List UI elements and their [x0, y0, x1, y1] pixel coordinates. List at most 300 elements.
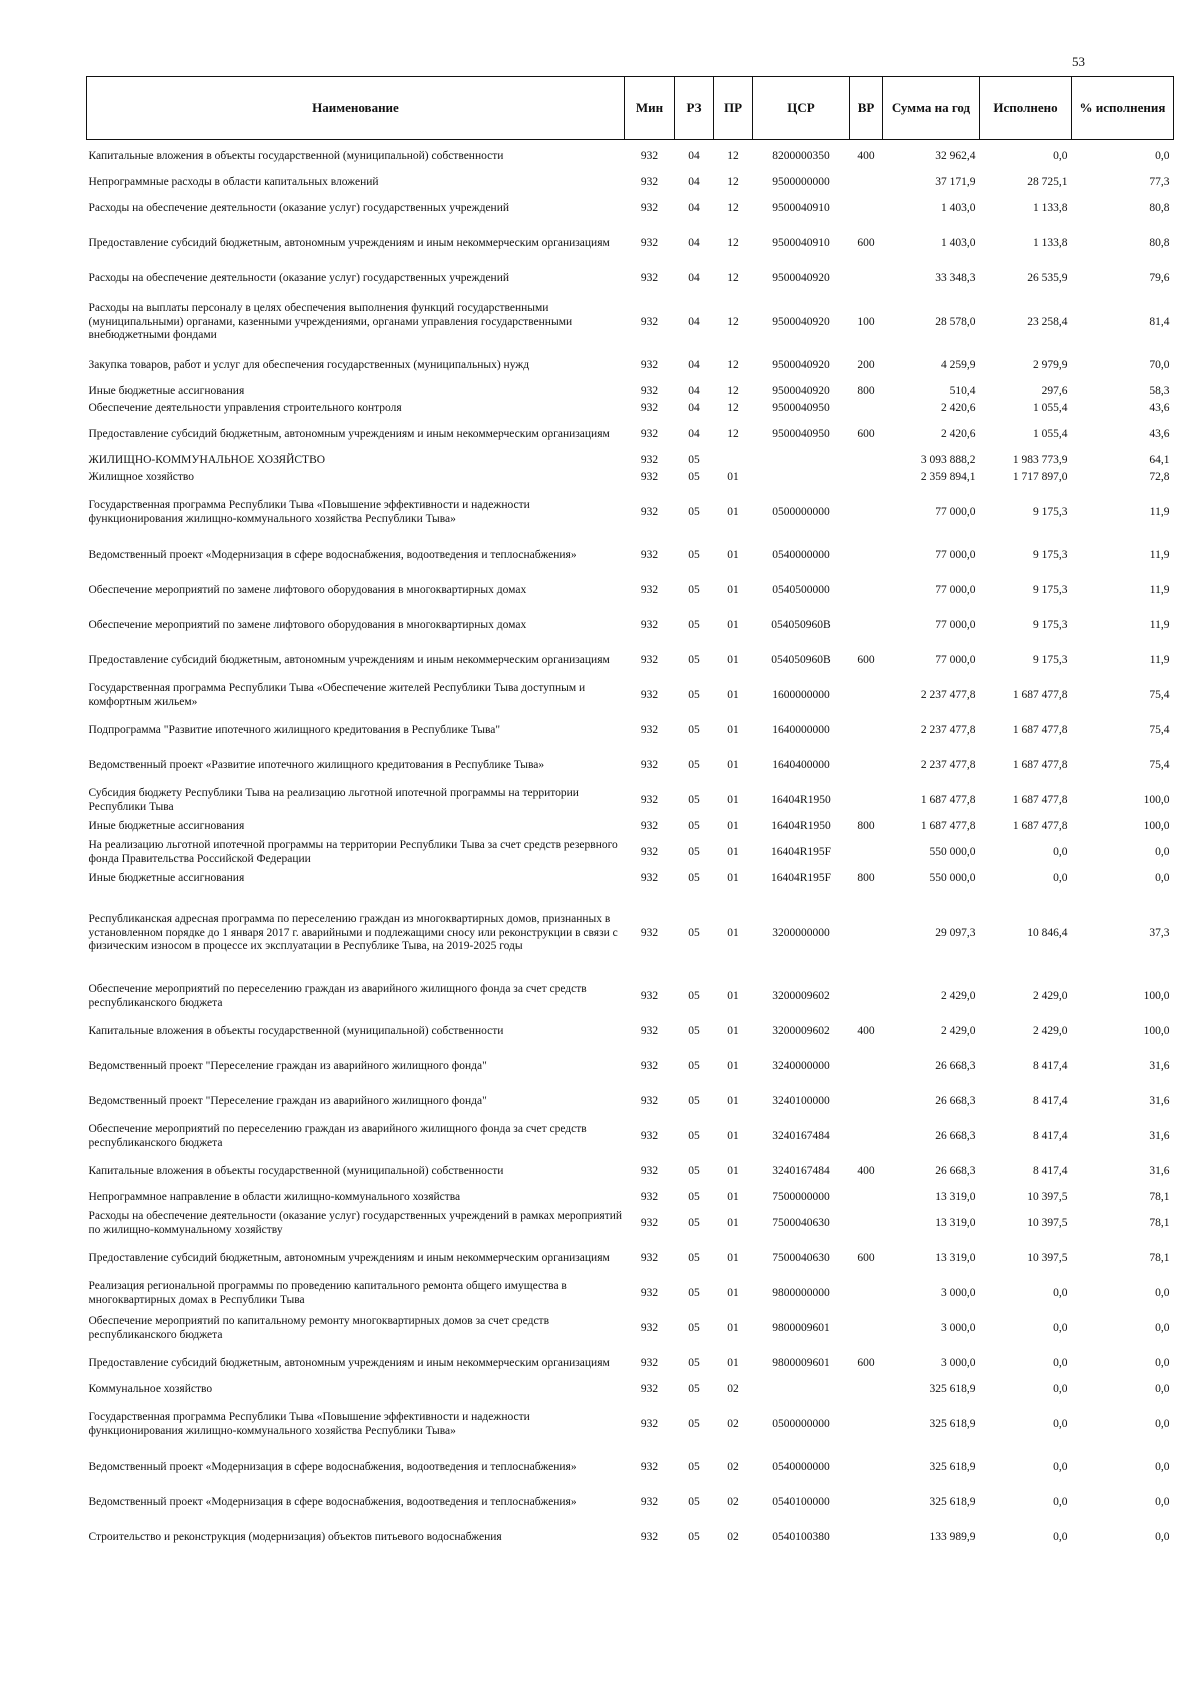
row-rz-cell: 05 [688, 1165, 700, 1178]
row-done-cell: 23 258,4 [1027, 315, 1068, 328]
table-row [87, 1015, 1174, 1050]
row-pct-cell: 11,9 [1149, 505, 1170, 518]
row-vr-cell [850, 1312, 883, 1347]
row-sum-cell: 26 668,3 [935, 1095, 976, 1108]
row-vr-cell [850, 262, 883, 297]
row-pct-cell: 100,0 [1143, 794, 1170, 807]
row-pct-cell: 0,0 [1155, 1287, 1170, 1300]
row-pct-cell: 11,9 [1149, 619, 1170, 632]
row-sum-cell: 26 668,3 [935, 1060, 976, 1073]
row-done-cell: 10 846,4 [1027, 926, 1068, 939]
row-name-cell: Расходы на выплаты персоналу в целях обеспечения выполнения функций государственными (муниципальными) органами, казенными учреждениями, органами управления государственными внебюджетными фондами [88, 301, 573, 342]
row-sum-cell: 77 000,0 [935, 584, 976, 597]
row-csr-cell [753, 453, 850, 470]
row-pct-cell: 0,0 [1155, 872, 1170, 885]
row-rz-cell: 05 [688, 1383, 700, 1396]
row-sum-cell: 4 259,9 [941, 359, 976, 372]
row-done-cell: 8 417,4 [1033, 1060, 1068, 1073]
row-pct-cell: 58,3 [1149, 385, 1170, 398]
table-row [87, 609, 1174, 644]
row-sum-cell: 325 618,9 [929, 1417, 976, 1430]
row-vr-cell [850, 1190, 883, 1207]
row-vr-cell [850, 470, 883, 487]
row-done-cell: 0,0 [1053, 1531, 1068, 1544]
row-rz-cell: 05 [688, 1130, 700, 1143]
row-done-cell: 0,0 [1053, 1357, 1068, 1370]
table-row [87, 1242, 1174, 1277]
row-rz-cell: 04 [688, 402, 700, 415]
row-rz-cell: 05 [688, 1531, 700, 1544]
row-name-cell: Жилищное хозяйство [88, 471, 195, 484]
row-vr-cell [850, 609, 883, 644]
row-csr-cell: 16404R1950 [771, 794, 831, 807]
row-pct-cell: 37,3 [1149, 926, 1170, 939]
row-sum-cell: 2 429,0 [941, 1025, 976, 1038]
row-pr-cell: 12 [727, 237, 739, 250]
table-row [87, 175, 1174, 192]
row-pr-cell: 01 [727, 820, 739, 833]
row-pr-cell: 01 [727, 1130, 739, 1143]
row-vr-cell [850, 192, 883, 227]
row-done-cell: 0,0 [1053, 872, 1068, 885]
row-pr-cell: 01 [727, 689, 739, 702]
column-header: ВР [850, 77, 883, 140]
row-sum-cell: 3 000,0 [941, 1322, 976, 1335]
row-pct-cell: 100,0 [1143, 990, 1170, 1003]
row-vr-cell [850, 1521, 883, 1556]
row-csr-cell: 9500000000 [772, 176, 830, 189]
row-rz-cell: 05 [688, 724, 700, 737]
row-min-cell: 932 [640, 315, 659, 328]
row-rz-cell: 04 [688, 202, 700, 215]
row-min-cell: 932 [640, 454, 659, 467]
row-min-cell: 932 [640, 1025, 659, 1038]
row-vr-cell [850, 784, 883, 819]
row-csr-cell: 9800009601 [772, 1357, 830, 1370]
row-min-cell: 932 [640, 1383, 659, 1396]
row-pr-cell: 01 [727, 1060, 739, 1073]
row-vr-cell [850, 574, 883, 609]
row-sum-cell: 133 989,9 [929, 1531, 976, 1544]
row-pct-cell: 81,4 [1149, 315, 1170, 328]
row-sum-cell: 1 687 477,8 [920, 794, 976, 807]
row-rz-cell: 04 [688, 272, 700, 285]
row-min-cell: 932 [640, 549, 659, 562]
row-vr-cell [850, 1382, 883, 1399]
table-row [87, 401, 1174, 418]
row-name-cell: Непрограммные расходы в области капитальных вложений [88, 176, 379, 189]
row-pr-cell: 12 [727, 202, 739, 215]
row-min-cell: 932 [640, 402, 659, 415]
row-vr-cell [850, 679, 883, 714]
row-vr-cell: 200 [857, 359, 875, 372]
row-pr-cell: 01 [727, 794, 739, 807]
row-pr-cell: 01 [727, 1217, 739, 1230]
table-row [87, 1521, 1174, 1556]
row-csr-cell: 8200000350 [772, 150, 830, 163]
table-row [87, 749, 1174, 784]
row-min-cell: 932 [640, 1461, 659, 1474]
row-pr-cell: 01 [727, 1025, 739, 1038]
row-min-cell: 932 [640, 689, 659, 702]
row-done-cell: 8 417,4 [1033, 1130, 1068, 1143]
row-done-cell: 0,0 [1053, 846, 1068, 859]
row-pr-cell: 02 [727, 1461, 739, 1474]
row-min-cell: 932 [640, 1287, 659, 1300]
row-pct-cell: 100,0 [1143, 1025, 1170, 1038]
row-name-cell: Строительство и реконструкция (модернизация) объектов питьевого водоснабжения [88, 1531, 502, 1544]
row-pct-cell: 79,6 [1149, 272, 1170, 285]
row-done-cell: 1 133,8 [1033, 237, 1068, 250]
row-csr-cell: 3240100000 [772, 1095, 830, 1108]
row-csr-cell: 3200009602 [772, 1025, 830, 1038]
row-name-cell: Закупка товаров, работ и услуг для обеспечения государственных (муниципальных) нужд [88, 359, 530, 372]
row-min-cell: 932 [640, 1191, 659, 1204]
row-done-cell: 9 175,3 [1033, 619, 1068, 632]
row-vr-cell [850, 888, 883, 980]
row-rz-cell: 04 [688, 428, 700, 441]
row-pct-cell: 100,0 [1143, 820, 1170, 833]
row-pr-cell [714, 453, 753, 470]
row-min-cell: 932 [640, 385, 659, 398]
row-vr-cell [850, 539, 883, 574]
table-row [87, 539, 1174, 574]
row-name-cell: Предоставление субсидий бюджетным, автономным учреждениям и иным некоммерческим организациям [88, 428, 610, 441]
row-min-cell: 932 [640, 1130, 659, 1143]
row-csr-cell: 0500000000 [772, 505, 830, 518]
row-name-cell: Расходы на обеспечение деятельности (оказание услуг) государственных учреждений [88, 202, 510, 215]
row-vr-cell: 800 [857, 820, 875, 833]
row-min-cell: 932 [640, 1357, 659, 1370]
row-name-cell: Ведомственный проект «Модернизация в сфере водоснабжения, водоотведения и теплоснабжения» [88, 549, 577, 562]
row-min-cell: 932 [640, 990, 659, 1003]
row-vr-cell: 600 [857, 1357, 875, 1370]
row-pr-cell: 12 [727, 315, 739, 328]
row-rz-cell: 04 [688, 150, 700, 163]
row-done-cell: 8 417,4 [1033, 1095, 1068, 1108]
row-done-cell: 0,0 [1053, 150, 1068, 163]
row-done-cell: 9 175,3 [1033, 654, 1068, 667]
row-done-cell: 1 687 477,8 [1012, 820, 1068, 833]
row-name-cell: Иные бюджетные ассигнования [88, 872, 245, 885]
column-header: ЦСР [753, 77, 850, 140]
row-min-cell: 932 [640, 237, 659, 250]
row-name-cell: Ведомственный проект "Переселение граждан из аварийного жилищного фонда" [88, 1060, 487, 1073]
row-rz-cell: 05 [688, 1417, 700, 1430]
table-row [87, 1399, 1174, 1451]
row-min-cell: 932 [640, 176, 659, 189]
row-pct-cell: 70,0 [1149, 359, 1170, 372]
table-row [87, 574, 1174, 609]
table-row [87, 888, 1174, 980]
row-pr-cell: 02 [727, 1383, 739, 1396]
row-pct-cell: 80,8 [1149, 237, 1170, 250]
row-rz-cell: 05 [688, 471, 700, 484]
row-pct-cell: 0,0 [1155, 150, 1170, 163]
column-header: Сумма на год [883, 77, 980, 140]
row-rz-cell: 05 [688, 1496, 700, 1509]
row-rz-cell: 05 [688, 1191, 700, 1204]
row-pct-cell: 31,6 [1149, 1060, 1170, 1073]
row-pct-cell: 64,1 [1149, 454, 1170, 467]
row-pct-cell: 11,9 [1149, 654, 1170, 667]
row-min-cell: 932 [640, 1095, 659, 1108]
row-min-cell: 932 [640, 1496, 659, 1509]
row-name-cell: Ведомственный проект «Модернизация в сфере водоснабжения, водоотведения и теплоснабжения» [88, 1496, 577, 1509]
row-sum-cell: 510,4 [949, 385, 976, 398]
row-vr-cell [850, 487, 883, 539]
row-pr-cell: 12 [727, 385, 739, 398]
row-name-cell: Предоставление субсидий бюджетным, автономным учреждениям и иным некоммерческим организациям [88, 654, 610, 667]
row-min-cell: 932 [640, 272, 659, 285]
row-pct-cell: 0,0 [1155, 1496, 1170, 1509]
row-done-cell: 9 175,3 [1033, 549, 1068, 562]
row-vr-cell [850, 749, 883, 784]
row-done-cell: 1 687 477,8 [1012, 794, 1068, 807]
row-name-cell: Предоставление субсидий бюджетным, автономным учреждениям и иным некоммерческим организациям [88, 1357, 610, 1370]
row-rz-cell: 05 [688, 1357, 700, 1370]
table-row [87, 1085, 1174, 1120]
row-rz-cell: 05 [688, 584, 700, 597]
table-row [87, 418, 1174, 453]
row-sum-cell: 29 097,3 [935, 926, 976, 939]
row-pct-cell: 78,1 [1149, 1252, 1170, 1265]
row-sum-cell: 2 237 477,8 [920, 759, 976, 772]
row-name-cell: Расходы на обеспечение деятельности (оказание услуг) государственных учреждений [88, 272, 510, 285]
row-sum-cell: 1 687 477,8 [920, 820, 976, 833]
row-min-cell: 932 [640, 872, 659, 885]
row-vr-cell [850, 401, 883, 418]
row-csr-cell: 9500040920 [772, 359, 830, 372]
row-vr-cell [850, 714, 883, 749]
row-rz-cell: 04 [688, 237, 700, 250]
row-pct-cell: 0,0 [1155, 846, 1170, 859]
row-rz-cell: 04 [688, 385, 700, 398]
row-pr-cell: 01 [727, 619, 739, 632]
row-csr-cell: 9500040910 [772, 237, 830, 250]
row-min-cell: 932 [640, 1417, 659, 1430]
row-rz-cell: 05 [688, 1060, 700, 1073]
row-vr-cell [850, 1399, 883, 1451]
row-rz-cell: 05 [688, 820, 700, 833]
row-rz-cell: 05 [688, 549, 700, 562]
row-sum-cell: 77 000,0 [935, 549, 976, 562]
row-sum-cell: 13 319,0 [935, 1217, 976, 1230]
row-name-cell: Республиканская адресная программа по переселению граждан из многоквартирных домов, признанных в установленном порядке до 1 января 2017 г. аварийными и подлежащими сносу или реконструкции в связи с физическим износом в процессе их эксплуатации в Республике Тыва, на 2019-2025 годы [88, 912, 618, 953]
row-name-cell: Капитальные вложения в объекты государственной (муниципальной) собственности [88, 1165, 504, 1178]
row-name-cell: Обеспечение мероприятий по замене лифтового оборудования в многоквартирных домах [88, 584, 527, 597]
row-pr-cell: 12 [727, 428, 739, 441]
row-pr-cell: 01 [727, 1287, 739, 1300]
row-pct-cell: 0,0 [1155, 1357, 1170, 1370]
row-min-cell: 932 [640, 1252, 659, 1265]
row-pr-cell: 12 [727, 359, 739, 372]
row-done-cell: 9 175,3 [1033, 584, 1068, 597]
row-name-cell: Реализация региональной программы по проведению капитального ремонта общего имущества в многоквартирных домах в Республики Тыва [88, 1280, 567, 1306]
row-done-cell: 9 175,3 [1033, 505, 1068, 518]
row-pr-cell: 12 [727, 176, 739, 189]
row-pct-cell: 75,4 [1149, 759, 1170, 772]
row-name-cell: Обеспечение мероприятий по капитальному ремонту многоквартирных домов за счет средств республиканского бюджета [88, 1315, 549, 1341]
row-name-cell: Субсидия бюджету Республики Тыва на реализацию льготной ипотечной программы на территории Республики Тыва [88, 787, 579, 813]
row-name-cell: Ведомственный проект «Развитие ипотечного жилищного кредитования в Республике Тыва» [88, 759, 545, 772]
row-vr-cell [850, 1486, 883, 1521]
row-csr-cell: 3240000000 [772, 1060, 830, 1073]
row-pct-cell: 78,1 [1149, 1191, 1170, 1204]
row-sum-cell: 1 403,0 [941, 237, 976, 250]
row-sum-cell: 325 618,9 [929, 1461, 976, 1474]
row-csr-cell: 9500040950 [772, 402, 830, 415]
row-pr-cell: 12 [727, 272, 739, 285]
row-pr-cell: 01 [727, 654, 739, 667]
row-pct-cell: 0,0 [1155, 1461, 1170, 1474]
row-csr-cell: 9500040950 [772, 428, 830, 441]
row-sum-cell: 13 319,0 [935, 1252, 976, 1265]
row-pct-cell: 75,4 [1149, 689, 1170, 702]
row-rz-cell: 05 [688, 794, 700, 807]
row-vr-cell [850, 1120, 883, 1155]
row-name-cell: Коммунальное хозяйство [88, 1383, 213, 1396]
row-min-cell: 932 [640, 1217, 659, 1230]
row-pct-cell: 11,9 [1149, 584, 1170, 597]
row-name-cell: Подпрограмма "Развитие ипотечного жилищного кредитования в Республике Тыва" [88, 724, 501, 737]
row-done-cell: 0,0 [1053, 1461, 1068, 1474]
row-sum-cell: 37 171,9 [935, 176, 976, 189]
row-min-cell: 932 [640, 1060, 659, 1073]
table-row [87, 1120, 1174, 1155]
row-rz-cell: 05 [688, 846, 700, 859]
row-vr-cell: 600 [857, 428, 875, 441]
row-min-cell: 932 [640, 1531, 659, 1544]
table-body [87, 140, 1174, 1556]
table-row [87, 140, 1174, 175]
row-pct-cell: 43,6 [1149, 402, 1170, 415]
row-sum-cell: 3 000,0 [941, 1287, 976, 1300]
row-vr-cell [850, 1277, 883, 1312]
row-csr-cell: 16404R1950 [771, 820, 831, 833]
row-csr-cell: 3240167484 [772, 1165, 830, 1178]
row-name-cell: Предоставление субсидий бюджетным, автономным учреждениям и иным некоммерческим организациям [88, 1252, 610, 1265]
row-pct-cell: 31,6 [1149, 1130, 1170, 1143]
row-csr-cell: 054050960В [771, 619, 831, 632]
row-name-cell: Обеспечение мероприятий по переселению граждан из аварийного жилищного фонда за счет средств республиканского бюджета [88, 983, 587, 1009]
row-pr-cell: 02 [727, 1531, 739, 1544]
row-name-cell: Государственная программа Республики Тыва «Обеспечение жителей Республики Тыва доступным и комфортным жильем» [88, 682, 586, 708]
row-vr-cell: 100 [857, 315, 875, 328]
row-name-cell: Обеспечение деятельности управления строительного контроля [88, 402, 402, 415]
row-pr-cell: 12 [727, 402, 739, 415]
row-pct-cell: 31,6 [1149, 1095, 1170, 1108]
row-min-cell: 932 [640, 820, 659, 833]
row-sum-cell: 550 000,0 [929, 846, 976, 859]
row-min-cell: 932 [640, 1165, 659, 1178]
row-vr-cell: 400 [857, 1165, 875, 1178]
table-row [87, 1190, 1174, 1207]
row-rz-cell: 05 [688, 689, 700, 702]
row-pr-cell: 01 [727, 549, 739, 562]
row-pct-cell: 77,3 [1149, 176, 1170, 189]
row-pr-cell: 01 [727, 1357, 739, 1370]
row-csr-cell: 3200000000 [772, 926, 830, 939]
table-row [87, 1312, 1174, 1347]
row-csr-cell: 0540000000 [772, 1461, 830, 1474]
table-row [87, 262, 1174, 297]
column-header: ПР [714, 77, 753, 140]
row-csr-cell: 9500040920 [772, 272, 830, 285]
row-pr-cell: 01 [727, 1165, 739, 1178]
row-vr-cell: 800 [857, 385, 875, 398]
row-vr-cell [850, 1207, 883, 1242]
row-sum-cell: 2 420,6 [941, 402, 976, 415]
row-done-cell: 10 397,5 [1027, 1191, 1068, 1204]
column-header: Исполнено [980, 77, 1072, 140]
table-row [87, 1277, 1174, 1312]
table-row [87, 1050, 1174, 1085]
row-vr-cell [850, 836, 883, 871]
table-row [87, 349, 1174, 384]
table-row [87, 470, 1174, 487]
row-rz-cell: 05 [688, 1461, 700, 1474]
row-done-cell: 1 133,8 [1033, 202, 1068, 215]
row-done-cell: 1 687 477,8 [1012, 759, 1068, 772]
row-done-cell: 1 055,4 [1033, 402, 1068, 415]
table-row [87, 1382, 1174, 1399]
row-vr-cell [850, 980, 883, 1015]
row-vr-cell [850, 1451, 883, 1486]
row-sum-cell: 2 237 477,8 [920, 724, 976, 737]
row-rz-cell: 05 [688, 872, 700, 885]
row-done-cell: 1 687 477,8 [1012, 689, 1068, 702]
row-done-cell: 2 429,0 [1033, 990, 1068, 1003]
row-min-cell: 932 [640, 846, 659, 859]
table-row [87, 384, 1174, 401]
row-pr-cell: 01 [727, 872, 739, 885]
table-row [87, 836, 1174, 871]
row-csr-cell: 9500040910 [772, 202, 830, 215]
table-row [87, 819, 1174, 836]
row-name-cell: Иные бюджетные ассигнования [88, 385, 245, 398]
row-vr-cell [850, 175, 883, 192]
row-pct-cell: 31,6 [1149, 1165, 1170, 1178]
row-done-cell: 1 055,4 [1033, 428, 1068, 441]
row-csr-cell: 16404R195F [770, 872, 832, 885]
row-pr-cell: 01 [727, 846, 739, 859]
row-pr-cell: 01 [727, 471, 739, 484]
table-row [87, 1155, 1174, 1190]
table-row [87, 1347, 1174, 1382]
row-pr-cell: 01 [727, 759, 739, 772]
row-rz-cell: 05 [688, 454, 700, 467]
row-csr-cell: 0540500000 [772, 584, 830, 597]
row-pr-cell: 01 [727, 505, 739, 518]
row-min-cell: 932 [640, 150, 659, 163]
row-min-cell: 932 [640, 584, 659, 597]
row-pr-cell: 01 [727, 724, 739, 737]
row-sum-cell: 13 319,0 [935, 1191, 976, 1204]
row-name-cell: Государственная программа Республики Тыва «Повышение эффективности и надежности функционирования жилищно-коммунального хозяйства Республики Тыва» [88, 498, 530, 525]
row-name-cell: Капитальные вложения в объекты государственной (муниципальной) собственности [88, 150, 504, 163]
table-row [87, 714, 1174, 749]
row-csr-cell: 1640400000 [772, 759, 830, 772]
row-rz-cell: 05 [688, 1322, 700, 1335]
row-pct-cell: 0,0 [1155, 1417, 1170, 1430]
row-rz-cell: 05 [688, 1025, 700, 1038]
row-rz-cell: 05 [688, 505, 700, 518]
row-done-cell: 0,0 [1053, 1496, 1068, 1509]
row-vr-cell [850, 1050, 883, 1085]
row-csr-cell: 0540000000 [772, 549, 830, 562]
row-rz-cell: 04 [688, 315, 700, 328]
